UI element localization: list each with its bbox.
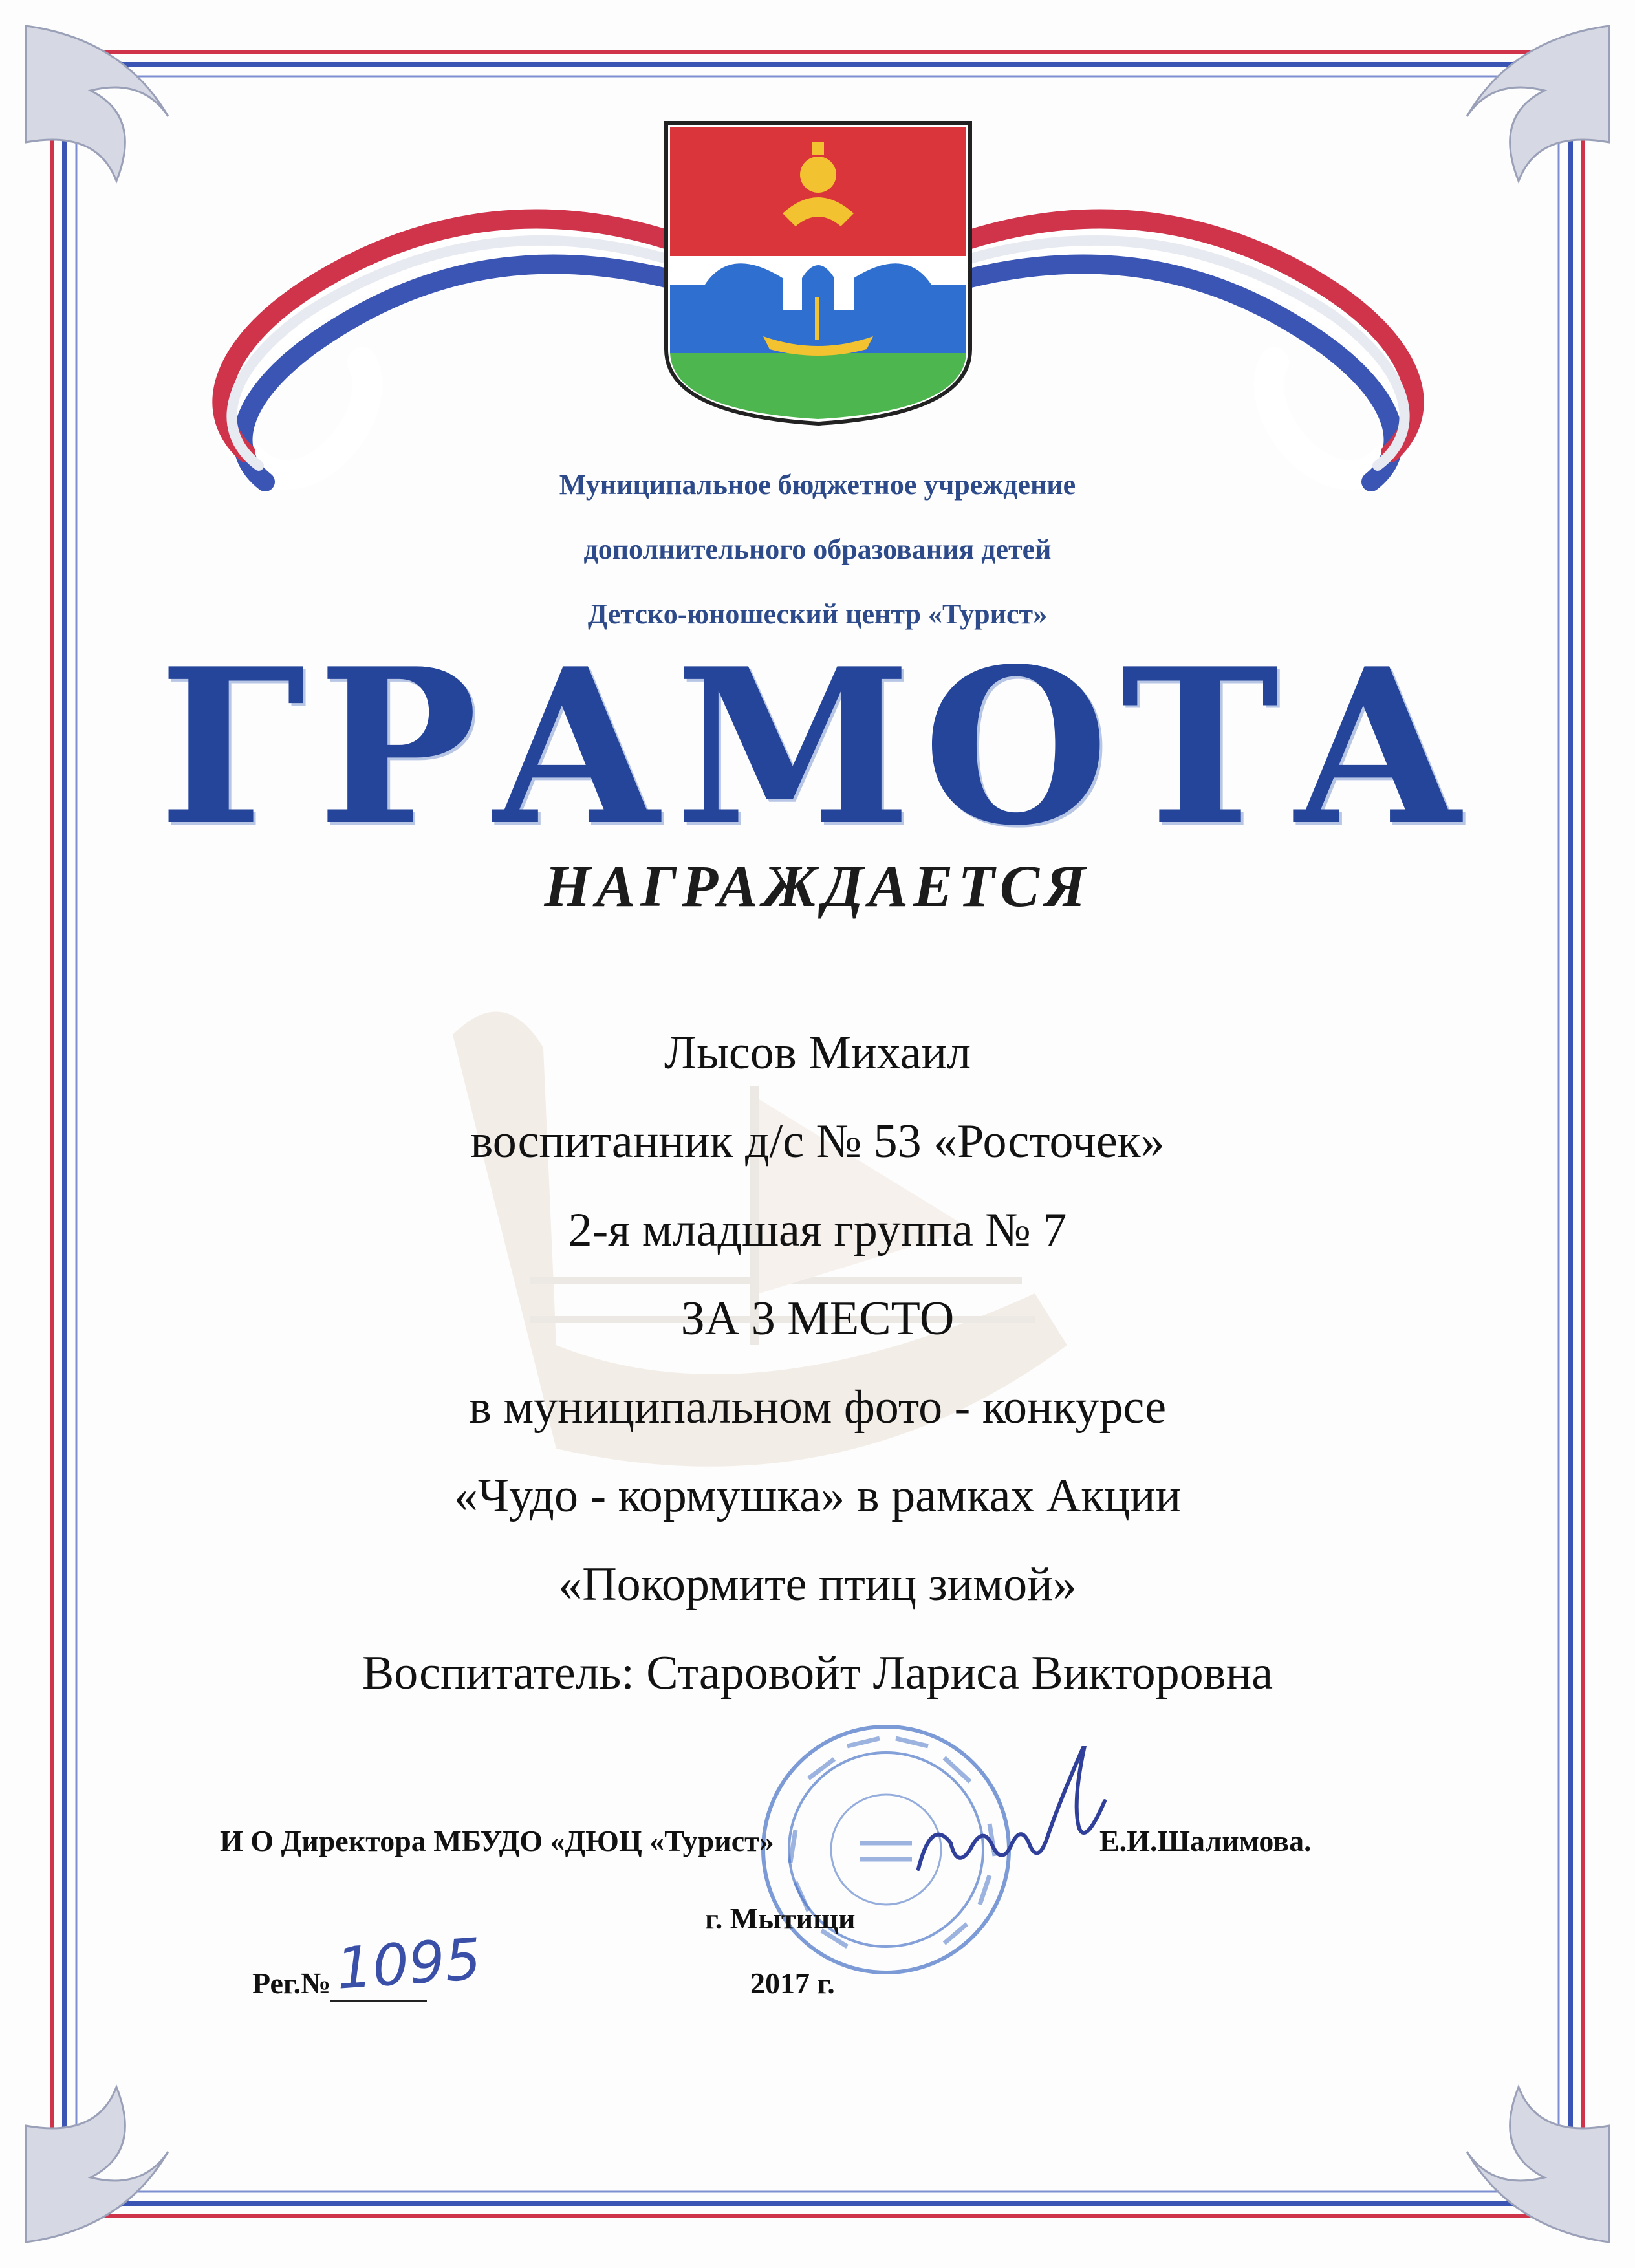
year-label: 2017 г. [750, 1967, 835, 2000]
action-name-line: «Покормите птиц зимой» [558, 1558, 1077, 1611]
contest-name-line: «Чудо - кормушка» в рамках Акции [453, 1469, 1182, 1522]
recipient-group: 2-я младшая группа № 7 [568, 1204, 1067, 1257]
recipient-pupil: воспитанник д/с № 53 «Росточек» [470, 1115, 1165, 1168]
organization-header [0, 453, 1635, 647]
reg-underline [330, 2000, 427, 2002]
awarded-label: НАГРАЖДАЕТСЯ [544, 853, 1091, 919]
header-line-1: Муниципальное бюджетное учреждение [559, 469, 1076, 501]
award-place: ЗА 3 МЕСТО [680, 1292, 955, 1345]
coat-of-arms-icon [660, 116, 977, 427]
certificate-body [194, 1009, 1441, 1718]
reg-number: 1095 [334, 1925, 484, 2002]
header-line-3: Детско-юношеский центр «Турист» [587, 598, 1048, 630]
tricolor-ribbon-left [222, 219, 666, 482]
director-name: Е.И.Шалимова. [1099, 1824, 1312, 1857]
recipient-name: Лысов Михаил [664, 1026, 971, 1079]
contest-line: в муниципальном фото - конкурсе [468, 1381, 1167, 1434]
director-title: И О Директора МБУДО «ДЮЦ «Турист» [220, 1824, 774, 1857]
certificate-title: ГРАМОТА [158, 621, 1477, 872]
reg-label: Рег.№ [252, 1967, 331, 2000]
header-line-2: дополнительного образования детей [583, 534, 1052, 565]
tricolor-ribbon-right [970, 219, 1414, 482]
city-label: г. Мытищи [705, 1902, 856, 1935]
teacher-line: Воспитатель: Старовойт Лариса Викторовна [362, 1647, 1273, 1700]
